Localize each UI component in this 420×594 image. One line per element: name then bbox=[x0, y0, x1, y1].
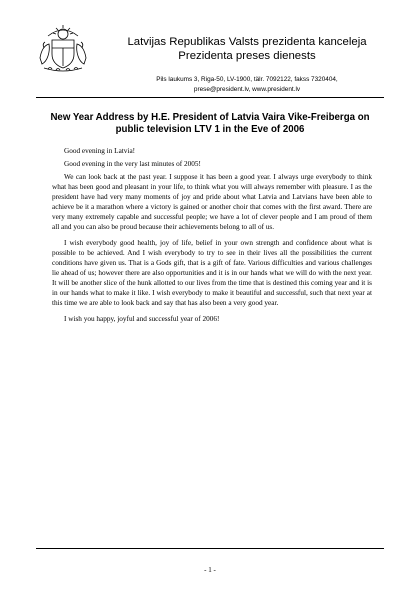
latvia-coat-of-arms-icon bbox=[36, 22, 90, 74]
header-divider bbox=[36, 97, 384, 98]
title-line-1: New Year Address by H.E. President of Latvia Vaira Vike-Freiberga on bbox=[50, 112, 370, 123]
body-paragraph-1: We can look back at the past year. I suppose it has been a good year. I always urge everybody to think what has been good and pleasant in your life, to think what you will always remember with pleasure. I as the president have had very many moments of joy and pride about what Latvia and Latvians have been able to achieve be it a marathon where a victory is gained or another choir that comes with the first award. There are very many extremely capable and successful people; we have a lot of clever people and I am proud of them all and you can also be proud because their achievements belong to all of us. bbox=[52, 173, 372, 231]
postal-address: Pils laukums 3, Riga-50, LV-1900, tälr. 7092122, fakss 7320404, bbox=[156, 76, 338, 83]
title-line-2: public television LTV 1 in the Eve of 2006 bbox=[115, 124, 305, 135]
closing-paragraph: I wish you happy, joyful and successful year of 2006! bbox=[64, 315, 220, 323]
address-body bbox=[52, 146, 372, 324]
document-title bbox=[40, 112, 380, 136]
organization-name: Latvijas Republikas Valsts prezidenta kanceleja bbox=[127, 36, 367, 48]
page-number: - 1 - bbox=[204, 566, 216, 574]
department-name: Prezidenta preses dienests bbox=[178, 50, 316, 62]
contact-links[interactable]: prese@president.lv, www.president.lv bbox=[193, 86, 301, 93]
body-paragraph-2: I wish everybody good health, joy of life, belief in your own strength and confidence about what is possible to be achieved. And I wish everybody to try to see in their lives all the possibilities the current conditions have given us. That is a Gods gift, that is a gift of fate. Various difficulties and various challenges lie ahead of us; however there are also opportunities and it is in our hands what we will do with the next year. It will be another slice of the hunk allotted to our lives from the time that is destined this coming year and it is in our hands what to make it like. I wish everybody to make it beautiful and successful, such that next year at this time we are able to look back and say that has also been a very good year. bbox=[52, 239, 372, 307]
footer-divider bbox=[36, 548, 384, 549]
greeting-paragraph-2: Good evening in the very last minutes of 2005! bbox=[64, 160, 201, 168]
letterhead bbox=[36, 22, 376, 98]
letterhead-text bbox=[112, 35, 382, 94]
greeting-paragraph: Good evening in Latvia! bbox=[64, 147, 136, 155]
